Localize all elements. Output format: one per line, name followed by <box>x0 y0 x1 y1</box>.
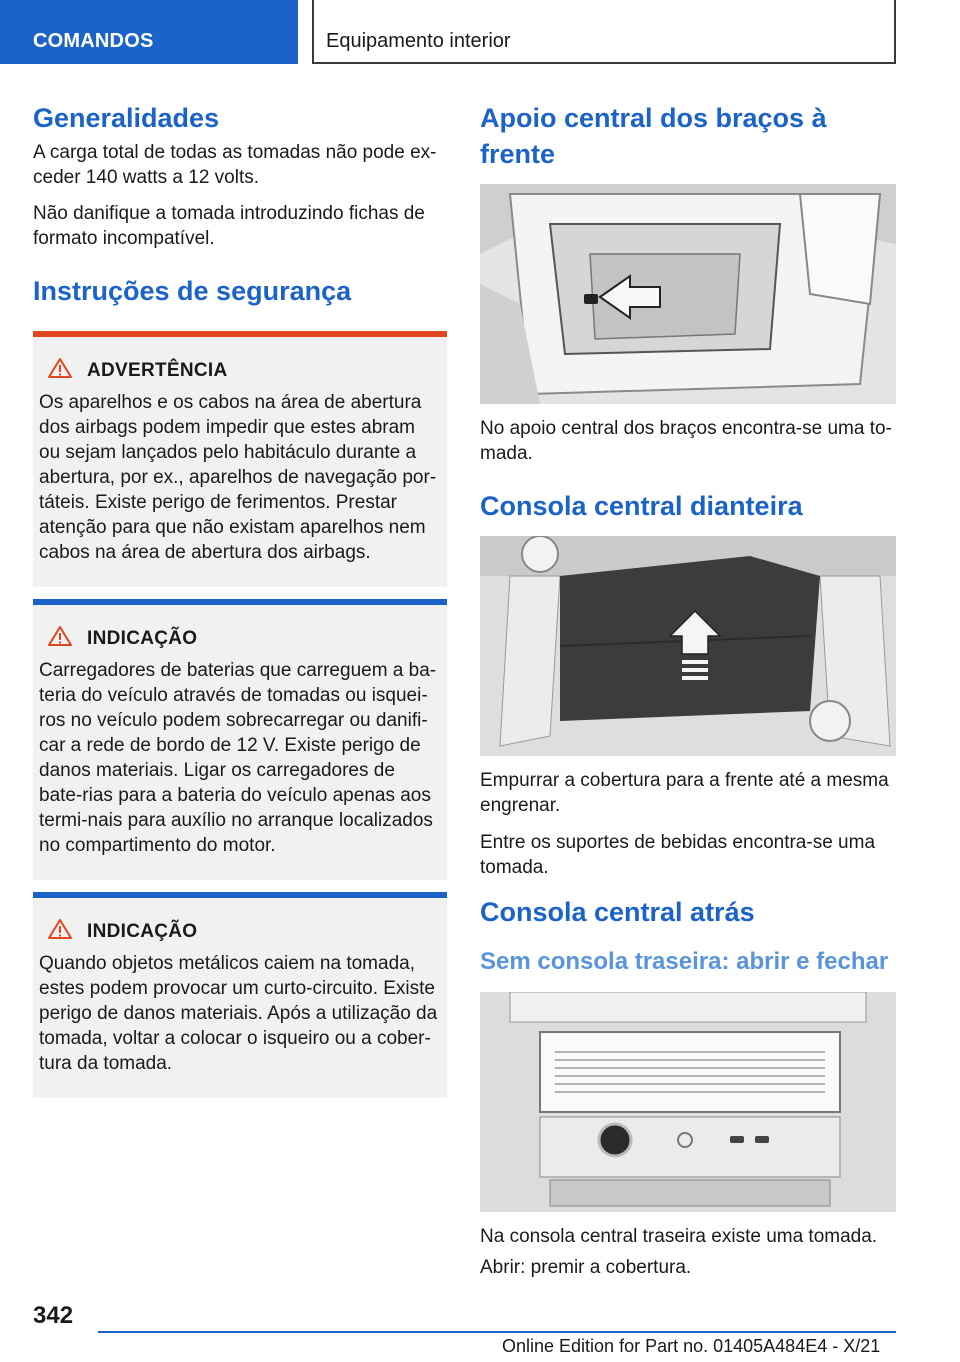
heading-front-console: Consola central dianteira <box>480 491 803 521</box>
heading-rear-console: Consola central atrás <box>480 897 755 927</box>
info-notice-metal <box>33 892 447 1098</box>
paragraph-cup-holders: Entre os suportes de bebidas encontra-se uma tomada. <box>480 832 876 878</box>
heading-safety: Instruções de segurança <box>33 276 352 306</box>
front-console-image <box>480 536 896 756</box>
notice-title: INDICAÇÃO <box>87 627 198 649</box>
paragraph-rear-socket: Na consola central traseira existe uma tomada. <box>480 1226 878 1247</box>
info-notice-chargers <box>33 599 447 880</box>
footer-divider <box>98 1331 896 1333</box>
notice-title: ADVERTÊNCIA <box>87 359 228 381</box>
section-label: COMANDOS <box>33 30 154 52</box>
paragraph-push-cover: Empurrar a cobertura para a frente até a mesma engrenar. <box>480 770 889 816</box>
paragraph-open-cover: Abrir: premir a cobertura. <box>480 1257 692 1278</box>
paragraph-plug-damage: Não danifique a tomada introduzindo fichas de formato incompatível. <box>33 203 425 249</box>
front-armrest-image <box>480 184 896 404</box>
footer-edition: Online Edition for Part no. 01405A484E4 - X/21 <box>502 1336 881 1356</box>
notice-text: Os aparelhos e os cabos na área de abertura dos airbags podem impedir que estes abram ou sejam lançados pelo habitáculo durante a abertura, por ex., aparelhos de navegação por-táteis. Existe perigo de ferimentos. Prestar atenção para que não existam aparelhos nem cabos na área de abertura dos airbags. <box>39 392 437 563</box>
warning-triangle-icon <box>39 918 87 945</box>
warning-notice <box>33 331 447 587</box>
right-column <box>480 100 896 1280</box>
notice-title: INDICAÇÃO <box>87 920 198 942</box>
warning-triangle-icon <box>39 357 87 384</box>
rear-console-image <box>480 992 896 1212</box>
chapter-header <box>312 0 896 64</box>
heading-front-armrest: Apoio central dos braços à frente <box>480 103 827 169</box>
section-tab[interactable] <box>0 0 298 64</box>
page-number: 342 <box>33 1302 74 1329</box>
notice-text: Carregadores de baterias que carreguem a ba-teria do veículo através de tomadas ou isquei-ros no veículo podem sobrecarregar ou danifi-car a rede de bordo de 12 V. Existe perigo de danos materiais. Ligar os carregadores de bate-rias para a bateria do veículo apenas aos termi-nais para auxílio no arranque localizados no compartimento do motor. <box>39 660 437 856</box>
left-column <box>33 100 447 1098</box>
chapter-title: Equipamento interior <box>326 30 511 52</box>
paragraph-total-load: A carga total de todas as tomadas não pode ex-ceder 140 watts a 12 volts. <box>33 142 437 188</box>
warning-triangle-icon <box>39 625 87 652</box>
heading-generalidades: Generalidades <box>33 103 220 133</box>
subheading-without-rear-console: Sem consola traseira: abrir e fechar <box>480 948 889 975</box>
paragraph-front-armrest: No apoio central dos braços encontra-se uma to-mada. <box>480 418 892 464</box>
notice-text: Quando objetos metálicos caiem na tomada, estes podem provocar um curto-circuito. Existe perigo de danos materiais. Após a utilização da tomada, voltar a colocar o isqueiro ou a cober-tura da tomada. <box>39 953 438 1074</box>
